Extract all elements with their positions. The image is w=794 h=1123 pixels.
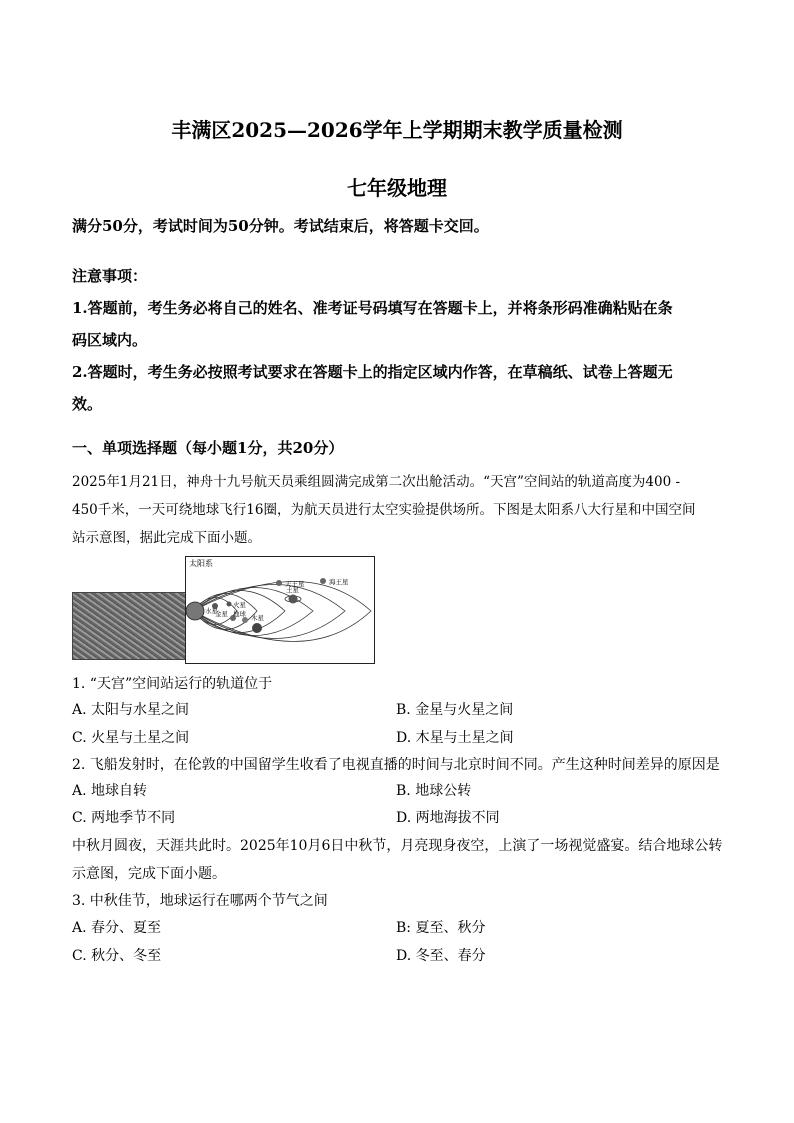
sun-icon <box>186 602 204 620</box>
planet-label-jupiter: 木星 <box>251 614 264 622</box>
question-1-stem: 1. “天宫”空间站运行的轨道位于 <box>72 676 273 692</box>
planet-label-mercury: 水星 <box>205 607 218 615</box>
q1-option-d[interactable]: D. 木星与土星之间 <box>396 730 514 746</box>
notice-item-2-line-1: 2.答题时，考生务必按照考试要求在答题卡上的指定区域内作答，在草稿纸、试卷上答题无 <box>72 363 673 381</box>
question-2-stem: 2. 飞船发射时，在伦敦的中国留学生收看了电视直播的时间与北京时间不同。产生这种时间差异的原因是 <box>72 757 720 773</box>
notice-item-1-line-2: 码区域内。 <box>72 331 148 349</box>
q2-option-a[interactable]: A. 地球自转 <box>72 783 148 799</box>
planet-label-earth: 地球 <box>233 610 246 618</box>
planet-label-saturn: 土星 <box>286 586 299 594</box>
planet-label-neptune: 海王星 <box>329 578 349 586</box>
passage-line-3: 站示意图，据此完成下面小题。 <box>72 530 261 546</box>
notice-item-2-line-2: 效。 <box>72 395 103 413</box>
q1-option-b[interactable]: B. 金星与火星之间 <box>396 702 514 718</box>
q1-option-c[interactable]: C. 火星与土星之间 <box>72 730 190 746</box>
q3-option-b[interactable]: B: 夏至、秋分 <box>396 920 486 936</box>
question-3-stem: 3. 中秋佳节，地球运行在哪两个节气之间 <box>72 893 328 909</box>
notice-item-1-line-1: 1.答题前，考生务必将自己的姓名、准考证号码填写在答题卡上，并将条形码准确粘贴在条 <box>72 299 673 317</box>
q1-option-a[interactable]: A. 太阳与水星之间 <box>72 702 190 718</box>
planet-marker <box>252 623 262 633</box>
planet-label-uranus: 天王星 <box>285 580 305 588</box>
passage-line-1: 2025年1月21日，神舟十九号航天员乘组圆满完成第二次出舱活动。“天宫”空间站的轨道高度为400 - <box>72 474 681 490</box>
section-heading: 一、单项选择题（每小题1分，共20分） <box>72 439 344 457</box>
score-line: 满分50分，考试时间为50分钟。考试结束后，将答题卡交回。 <box>72 217 489 235</box>
planet-label-venus: 金星 <box>215 610 228 618</box>
q3-option-a[interactable]: A. 春分、夏至 <box>72 920 162 936</box>
q2-option-d[interactable]: D. 两地海拔不同 <box>396 810 500 826</box>
passage2-line-2: 示意图，完成下面小题。 <box>72 866 226 882</box>
q3-option-d[interactable]: D. 冬至、春分 <box>396 948 486 964</box>
q2-option-c[interactable]: C. 两地季节不同 <box>72 810 176 826</box>
exam-subtitle: 七年级地理 <box>347 176 447 200</box>
planet-label-mars: 火星 <box>233 601 246 609</box>
passage-line-2: 450千米，一天可绕地球飞行16圈，为航天员进行太空实验提供场所。下图是太阳系八大行星和中国空间 <box>72 502 696 518</box>
space-station-photo <box>72 592 190 660</box>
q3-option-c[interactable]: C. 秋分、冬至 <box>72 948 162 964</box>
notice-heading: 注意事项： <box>72 267 148 285</box>
planet-marker <box>289 595 298 604</box>
planet-marker <box>227 602 232 607</box>
diagram-label: 太阳系 <box>189 559 213 568</box>
exam-title: 丰满区2025—2026学年上学期期末教学质量检测 <box>171 118 623 142</box>
planet-marker <box>276 580 282 586</box>
planet-marker <box>320 578 326 584</box>
solar-system-diagram <box>185 556 375 664</box>
q2-option-b[interactable]: B. 地球公转 <box>396 783 472 799</box>
passage2-line-1: 中秋月圆夜，天涯共此时。2025年10月6日中秋节，月亮现身夜空，上演了一场视觉盛宴。结合地球公转 <box>72 838 723 854</box>
